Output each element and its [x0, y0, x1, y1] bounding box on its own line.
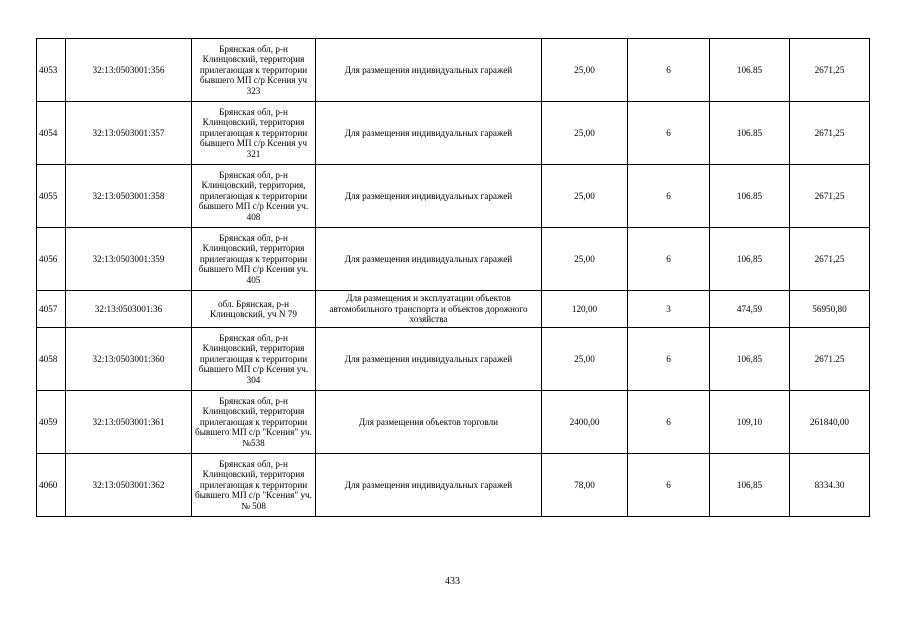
group-cell: 6	[628, 454, 710, 517]
address-cell: Брянская обл, р-н Клинцовский, территория прилегающая к территории бывшего МП с/р Ксения уч. 405	[192, 228, 316, 291]
row-number-cell: 4054	[37, 102, 66, 165]
group-cell: 6	[628, 391, 710, 454]
row-number-cell: 4060	[37, 454, 66, 517]
area-cell: 78,00	[542, 454, 628, 517]
cadastral-number-cell: 32:13:0503001:358	[66, 165, 192, 228]
document-page	[36, 38, 870, 517]
permitted-use-cell: Для размещения индивидуальных гаражей	[316, 454, 542, 517]
rate-cell: 474,59	[710, 291, 790, 328]
area-cell: 25,00	[542, 228, 628, 291]
address-cell: обл. Брянская, р-н Клинцовский, уч N 79	[192, 291, 316, 328]
address-cell: Брянская обл, р-н Клинцовский, территория прилегающая к территории бывшего МП с/р Ксения уч. 304	[192, 328, 316, 391]
permitted-use-cell: Для размещения индивидуальных гаражей	[316, 39, 542, 102]
value-cell: 2671,25	[790, 39, 870, 102]
cadastral-number-cell: 32:13:0503001:356	[66, 39, 192, 102]
value-cell: 2671.25	[790, 328, 870, 391]
group-cell: 3	[628, 291, 710, 328]
permitted-use-cell: Для размещения индивидуальных гаражей	[316, 165, 542, 228]
row-number-cell: 4056	[37, 228, 66, 291]
cadastral-number-cell: 32:13:0503001:36	[66, 291, 192, 328]
table-row	[37, 454, 870, 517]
permitted-use-cell: Для размещения индивидуальных гаражей	[316, 328, 542, 391]
table-row	[37, 328, 870, 391]
permitted-use-cell: Для размещения индивидуальных гаражей	[316, 102, 542, 165]
group-cell: 6	[628, 328, 710, 391]
group-cell: 6	[628, 102, 710, 165]
area-cell: 25,00	[542, 328, 628, 391]
permitted-use-cell: Для размещения индивидуальных гаражей	[316, 228, 542, 291]
rate-cell: 106.85	[710, 39, 790, 102]
land-registry-table	[36, 38, 870, 517]
cadastral-number-cell: 32:13:0503001:360	[66, 328, 192, 391]
rate-cell: 106.85	[710, 102, 790, 165]
row-number-cell: 4055	[37, 165, 66, 228]
address-cell: Брянская обл, р-н Клинцовский, территория прилегающая к территории бывшего МП с/р Ксения уч 323	[192, 39, 316, 102]
rate-cell: 106,85	[710, 228, 790, 291]
address-cell: Брянская обл, р-н Клинцовский, территория прилегающая к территории бывшего МП с/р "Ксения" уч. № 508	[192, 454, 316, 517]
table-row	[37, 102, 870, 165]
rate-cell: 106,85	[710, 328, 790, 391]
permitted-use-cell: Для размещения и эксплуатации объектов автомобильного транспорта и объектов дорожного хозяйства	[316, 291, 542, 328]
cadastral-number-cell: 32:13:0503001:357	[66, 102, 192, 165]
page-number: 433	[445, 576, 460, 587]
cadastral-number-cell: 32:13:0503001:361	[66, 391, 192, 454]
value-cell: 2671,25	[790, 165, 870, 228]
row-number-cell: 4058	[37, 328, 66, 391]
row-number-cell: 4057	[37, 291, 66, 328]
row-number-cell: 4059	[37, 391, 66, 454]
value-cell: 2671,25	[790, 228, 870, 291]
area-cell: 25,00	[542, 102, 628, 165]
address-cell: Брянская обл, р-н Клинцовский, территория прилегающая к территории бывшего МП с/р Ксения уч 321	[192, 102, 316, 165]
area-cell: 25,00	[542, 39, 628, 102]
group-cell: 6	[628, 228, 710, 291]
area-cell: 2400,00	[542, 391, 628, 454]
area-cell: 25,00	[542, 165, 628, 228]
value-cell: 8334.30	[790, 454, 870, 517]
cadastral-number-cell: 32:13:0503001:362	[66, 454, 192, 517]
row-number-cell: 4053	[37, 39, 66, 102]
address-cell: Брянская обл, р-н Клинцовский, территория прилегающая к территории бывшего МП с/р "Ксения" уч. №538	[192, 391, 316, 454]
cadastral-number-cell: 32:13:0503001:359	[66, 228, 192, 291]
table-row	[37, 165, 870, 228]
table-row	[37, 39, 870, 102]
table-row	[37, 228, 870, 291]
table-row	[37, 291, 870, 328]
rate-cell: 109,10	[710, 391, 790, 454]
rate-cell: 106.85	[710, 165, 790, 228]
table-row	[37, 391, 870, 454]
group-cell: 6	[628, 165, 710, 228]
address-cell: Брянская обл, р-н Клинцовский, территория, прилегающая к территории бывшего МП с/р Ксения уч. 408	[192, 165, 316, 228]
permitted-use-cell: Для размещения объектов торговли	[316, 391, 542, 454]
table-body	[37, 39, 870, 517]
value-cell: 261840,00	[790, 391, 870, 454]
value-cell: 56950,80	[790, 291, 870, 328]
area-cell: 120,00	[542, 291, 628, 328]
rate-cell: 106,85	[710, 454, 790, 517]
value-cell: 2671,25	[790, 102, 870, 165]
group-cell: 6	[628, 39, 710, 102]
